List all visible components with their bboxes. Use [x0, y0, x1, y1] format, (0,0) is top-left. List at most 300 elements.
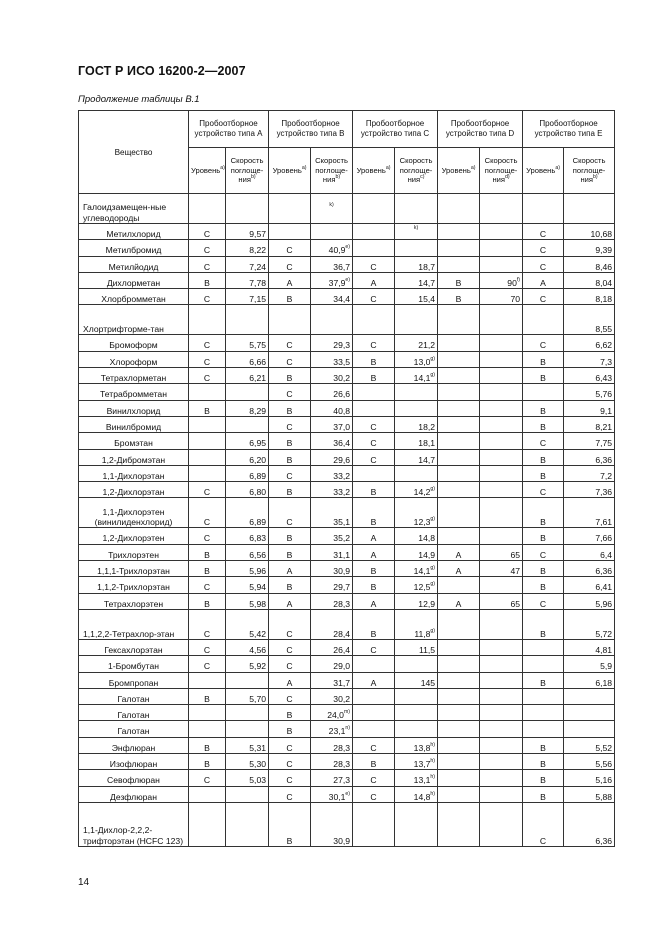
- level-cell: B: [353, 482, 395, 498]
- level-cell: [523, 194, 564, 224]
- table-row: [79, 289, 615, 305]
- uptake-rate-cell: 34,4: [311, 289, 353, 305]
- uptake-rate-cell: 30,2: [311, 688, 353, 704]
- uptake-rate-cell: 18,7: [395, 256, 438, 272]
- level-cell: C: [189, 770, 226, 786]
- uptake-rate-cell: [226, 705, 269, 721]
- uptake-rate-cell: 6,56: [226, 544, 269, 560]
- table-row: [79, 482, 615, 498]
- level-cell: [189, 449, 226, 465]
- uptake-rate-cell: [480, 639, 523, 655]
- level-cell: B: [269, 289, 311, 305]
- table-row: [79, 544, 615, 560]
- uptake-rate-cell: 28,3: [311, 737, 353, 753]
- substance-name: Винилбромид: [79, 416, 189, 432]
- level-cell: C: [353, 737, 395, 753]
- level-cell: A: [438, 544, 480, 560]
- uptake-rate-cell: [480, 705, 523, 721]
- level-cell: [353, 802, 395, 846]
- uptake-rate-cell: [480, 433, 523, 449]
- table-caption: Продолжение таблицы В.1: [78, 94, 200, 105]
- level-cell: A: [269, 561, 311, 577]
- level-cell: B: [438, 289, 480, 305]
- level-cell: B: [269, 577, 311, 593]
- uptake-rate-cell: [480, 528, 523, 544]
- level-cell: B: [189, 754, 226, 770]
- uptake-rate-cell: 28,3: [311, 754, 353, 770]
- uptake-rate-cell: 6,89: [226, 498, 269, 528]
- level-cell: A: [353, 528, 395, 544]
- uptake-rate-cell: [480, 498, 523, 528]
- level-cell: B: [523, 465, 564, 481]
- uptake-rate-cell: 4,56: [226, 639, 269, 655]
- level-cell: B: [523, 368, 564, 384]
- uptake-rate-cell: [480, 305, 523, 335]
- level-cell: [189, 672, 226, 688]
- uptake-rate-cell: [564, 688, 615, 704]
- uptake-rate-cell: 7,3: [564, 351, 615, 367]
- level-cell: B: [523, 672, 564, 688]
- level-cell: [353, 705, 395, 721]
- level-cell: [353, 240, 395, 256]
- level-cell: B: [189, 593, 226, 609]
- level-cell: C: [189, 351, 226, 367]
- substance-name: Метилйодид: [79, 256, 189, 272]
- level-cell: B: [353, 351, 395, 367]
- uptake-rate-cell: [395, 688, 438, 704]
- level-cell: [189, 465, 226, 481]
- uptake-rate-cell: 6,95: [226, 433, 269, 449]
- level-cell: C: [189, 224, 226, 240]
- table-row: [79, 737, 615, 753]
- level-cell: [438, 465, 480, 481]
- level-cell: C: [353, 433, 395, 449]
- level-cell: C: [353, 770, 395, 786]
- uptake-rate-cell: 5,52: [564, 737, 615, 753]
- table-row: [79, 609, 615, 639]
- uptake-rate-cell: 30,1$^{e)}$: [311, 786, 353, 802]
- level-cell: B: [523, 754, 564, 770]
- level-cell: C: [353, 335, 395, 351]
- level-cell: [438, 639, 480, 655]
- uptake-rate-cell: 5,42: [226, 609, 269, 639]
- uptake-rate-column-header: Скорость поглоще-ния$^{c)}$: [395, 148, 438, 194]
- uptake-rate-cell: [564, 721, 615, 737]
- table-row: [79, 770, 615, 786]
- level-cell: B: [523, 416, 564, 432]
- substance-name: Тетрахлорметан: [79, 368, 189, 384]
- uptake-rate-cell: [395, 705, 438, 721]
- uptake-rate-cell: 4,81: [564, 639, 615, 655]
- uptake-rate-cell: [395, 384, 438, 400]
- level-cell: C: [353, 416, 395, 432]
- substance-name: 1,1,2,2-Тетрахлор-этан: [79, 609, 189, 639]
- uptake-rate-cell: [395, 656, 438, 672]
- uptake-rate-cell: 5,94: [226, 577, 269, 593]
- uptake-rate-cell: 5,31: [226, 737, 269, 753]
- level-cell: [438, 498, 480, 528]
- uptake-rate-cell: 8,46: [564, 256, 615, 272]
- uptake-rate-cell: 5,70: [226, 688, 269, 704]
- uptake-rate-cell: [480, 400, 523, 416]
- level-cell: [438, 754, 480, 770]
- level-cell: B: [353, 754, 395, 770]
- uptake-rate-cell: [395, 305, 438, 335]
- substance-name: Хлорбромметан: [79, 289, 189, 305]
- sampler-group-header: Пробоотборное устройство типа A: [189, 111, 269, 148]
- uptake-rate-cell: 29,3: [311, 335, 353, 351]
- level-cell: [189, 194, 226, 224]
- uptake-rate-cell: [226, 802, 269, 846]
- uptake-rate-cell: [480, 609, 523, 639]
- uptake-rate-cell: 15,4: [395, 289, 438, 305]
- uptake-rate-cell: 6,41: [564, 577, 615, 593]
- uptake-rate-cell: 40,9$^{e)}$: [311, 240, 353, 256]
- level-cell: B: [269, 449, 311, 465]
- substance-name: 1,1-Дихлорэтан: [79, 465, 189, 481]
- uptake-rate-cell: 14,2$^{g)}$: [395, 482, 438, 498]
- level-cell: B: [353, 561, 395, 577]
- level-column-header: Уровень$^{a)}$: [353, 148, 395, 194]
- level-cell: B: [523, 786, 564, 802]
- level-cell: C: [523, 240, 564, 256]
- uptake-rate-cell: [480, 384, 523, 400]
- uptake-rate-cell: 18,2: [395, 416, 438, 432]
- uptake-rate-cell: 40,8: [311, 400, 353, 416]
- substance-name: 1,2-Дихлорэтан: [79, 482, 189, 498]
- level-cell: B: [353, 368, 395, 384]
- uptake-rate-cell: 6,43: [564, 368, 615, 384]
- uptake-rate-cell: 24,0$^{m)}$: [311, 705, 353, 721]
- uptake-rate-cell: 14,7: [395, 449, 438, 465]
- level-cell: B: [523, 770, 564, 786]
- level-cell: [438, 802, 480, 846]
- level-cell: C: [269, 770, 311, 786]
- level-cell: [353, 465, 395, 481]
- uptake-rate-cell: 12,3$^{g)}$: [395, 498, 438, 528]
- level-cell: [438, 194, 480, 224]
- level-cell: B: [269, 528, 311, 544]
- uptake-rate-cell: 9,57: [226, 224, 269, 240]
- level-cell: C: [189, 528, 226, 544]
- level-cell: B: [523, 737, 564, 753]
- uptake-rate-cell: 13,7$^{h)}$: [395, 754, 438, 770]
- level-cell: [269, 224, 311, 240]
- uptake-rate-cell: 30,2: [311, 368, 353, 384]
- uptake-rate-cell: 14,8$^{h)}$: [395, 786, 438, 802]
- uptake-rate-cell: 7,78: [226, 272, 269, 288]
- level-cell: C: [189, 482, 226, 498]
- uptake-rate-cell: [480, 482, 523, 498]
- level-cell: B: [269, 802, 311, 846]
- substance-name: Галотан: [79, 721, 189, 737]
- level-cell: [438, 449, 480, 465]
- level-cell: [523, 305, 564, 335]
- level-cell: [353, 305, 395, 335]
- uptake-rate-cell: [226, 721, 269, 737]
- uptake-rate-cell: 6,21: [226, 368, 269, 384]
- uptake-rate-cell: 8,29: [226, 400, 269, 416]
- substance-name: Метилбромид: [79, 240, 189, 256]
- level-column-header: Уровень$^{a)}$: [269, 148, 311, 194]
- level-cell: C: [523, 224, 564, 240]
- uptake-rate-cell: [480, 465, 523, 481]
- sampler-group-header: Пробоотборное устройство типа B: [269, 111, 353, 148]
- uptake-rate-cell: 12,9: [395, 593, 438, 609]
- substance-name: 1,1-Дихлор-2,2,2-трифторэтан (HCFC 123): [79, 802, 189, 846]
- level-cell: [438, 770, 480, 786]
- uptake-rate-cell: 29,0: [311, 656, 353, 672]
- uptake-rate-cell: [564, 194, 615, 224]
- uptake-rate-cell: 30,9: [311, 802, 353, 846]
- uptake-rate-cell: 7,66: [564, 528, 615, 544]
- level-cell: [523, 705, 564, 721]
- uptake-rate-cell: 8,22: [226, 240, 269, 256]
- uptake-rate-cell: 31,7: [311, 672, 353, 688]
- substance-name: Бромэтан: [79, 433, 189, 449]
- level-cell: [523, 639, 564, 655]
- level-cell: [438, 528, 480, 544]
- level-cell: [438, 384, 480, 400]
- level-cell: B: [353, 609, 395, 639]
- substance-name: Галоидзамещен-ные углеводороды: [79, 194, 189, 224]
- uptake-rate-cell: 6,18: [564, 672, 615, 688]
- substance-name: Галотан: [79, 705, 189, 721]
- uptake-rate-cell: 70: [480, 289, 523, 305]
- uptake-rate-cell: 8,18: [564, 289, 615, 305]
- uptake-rate-cell: 28,3: [311, 593, 353, 609]
- uptake-rate-cell: 6,20: [226, 449, 269, 465]
- table-row: [79, 656, 615, 672]
- uptake-rate-cell: 8,55: [564, 305, 615, 335]
- uptake-rate-cell: 7,61: [564, 498, 615, 528]
- uptake-rate-cell: 29,6: [311, 449, 353, 465]
- level-cell: A: [353, 544, 395, 560]
- uptake-rate-cell: [480, 721, 523, 737]
- level-cell: C: [189, 656, 226, 672]
- uptake-rate-cell: [395, 802, 438, 846]
- uptake-rate-cell: 90$^{f)}$: [480, 272, 523, 288]
- substance-name: Хлортрифторме-тан: [79, 305, 189, 335]
- uptake-rate-cell: 7,2: [564, 465, 615, 481]
- uptake-rate-cell: 14,1$^{g)}$: [395, 368, 438, 384]
- uptake-rate-cell: 5,96: [564, 593, 615, 609]
- level-cell: C: [353, 256, 395, 272]
- level-cell: [438, 577, 480, 593]
- uptake-rate-cell: [480, 368, 523, 384]
- uptake-rate-cell: 14,7: [395, 272, 438, 288]
- level-column-header: Уровень$^{a)}$: [189, 148, 226, 194]
- table-row: [79, 754, 615, 770]
- uptake-rate-cell: 6,4: [564, 544, 615, 560]
- uptake-rate-cell: [226, 786, 269, 802]
- uptake-rate-cell: 14,9: [395, 544, 438, 560]
- level-cell: [189, 786, 226, 802]
- level-cell: A: [353, 272, 395, 288]
- uptake-rate-cell: 14,1$^{g)}$: [395, 561, 438, 577]
- level-cell: B: [438, 272, 480, 288]
- uptake-rate-cell: [226, 194, 269, 224]
- table-row: [79, 194, 615, 224]
- level-cell: C: [353, 639, 395, 655]
- table-row: [79, 721, 615, 737]
- table-row: [79, 449, 615, 465]
- uptake-rate-cell: [480, 770, 523, 786]
- level-column-header: Уровень$^{a)}$: [438, 148, 480, 194]
- level-cell: C: [189, 498, 226, 528]
- level-cell: [438, 688, 480, 704]
- uptake-rate-cell: [226, 305, 269, 335]
- table-row: [79, 416, 615, 432]
- level-cell: C: [523, 433, 564, 449]
- substance-name: 1,1,1-Трихлорэтан: [79, 561, 189, 577]
- level-cell: [269, 194, 311, 224]
- level-cell: [438, 656, 480, 672]
- uptake-rate-cell: 5,03: [226, 770, 269, 786]
- level-cell: C: [523, 802, 564, 846]
- uptake-rate-cell: 37,0: [311, 416, 353, 432]
- level-cell: B: [189, 688, 226, 704]
- level-cell: C: [523, 289, 564, 305]
- level-cell: [438, 786, 480, 802]
- level-cell: B: [189, 544, 226, 560]
- level-cell: [438, 335, 480, 351]
- uptake-rate-cell: [395, 194, 438, 224]
- level-cell: [353, 400, 395, 416]
- uptake-rate-cell: [395, 400, 438, 416]
- level-cell: [438, 256, 480, 272]
- level-cell: B: [189, 400, 226, 416]
- uptake-rate-cell: 5,16: [564, 770, 615, 786]
- uptake-rate-cell: 6,83: [226, 528, 269, 544]
- uptake-rate-cell: 65: [480, 593, 523, 609]
- level-cell: [189, 384, 226, 400]
- uptake-rate-cell: [226, 416, 269, 432]
- level-cell: C: [523, 335, 564, 351]
- level-cell: [438, 368, 480, 384]
- level-cell: B: [523, 351, 564, 367]
- uptake-rate-cell: [480, 449, 523, 465]
- level-cell: [438, 305, 480, 335]
- uptake-rate-cell: [480, 256, 523, 272]
- table-row: [79, 400, 615, 416]
- uptake-rate-cell: 5,88: [564, 786, 615, 802]
- substance-name: 1,1,2-Трихлорэтан: [79, 577, 189, 593]
- uptake-rate-cell: 13,0$^{g)}$: [395, 351, 438, 367]
- level-cell: C: [269, 384, 311, 400]
- sampler-group-header: Пробоотборное устройство типа D: [438, 111, 523, 148]
- level-cell: C: [269, 688, 311, 704]
- level-cell: B: [269, 482, 311, 498]
- level-cell: C: [523, 256, 564, 272]
- level-cell: B: [269, 544, 311, 560]
- uptake-rate-cell: [480, 737, 523, 753]
- level-cell: [438, 400, 480, 416]
- uptake-rate-cell: [395, 240, 438, 256]
- table-row: [79, 224, 615, 240]
- level-cell: [523, 384, 564, 400]
- level-cell: [438, 224, 480, 240]
- level-cell: [353, 194, 395, 224]
- substance-name: 1-Бромбутан: [79, 656, 189, 672]
- uptake-rate-cell: 6,36: [564, 561, 615, 577]
- substance-name: 1,2-Дихлорэтен: [79, 528, 189, 544]
- substance-name: Бромпропан: [79, 672, 189, 688]
- level-cell: C: [189, 240, 226, 256]
- uptake-rate-cell: 13,8$^{h)}$: [395, 737, 438, 753]
- page-number: 14: [78, 877, 90, 888]
- uptake-rate-cell: [480, 194, 523, 224]
- level-cell: [189, 433, 226, 449]
- uptake-rate-cell: 11,8$^{g)}$: [395, 609, 438, 639]
- uptake-rate-cell: 37,9$^{e)}$: [311, 272, 353, 288]
- level-cell: C: [269, 351, 311, 367]
- sampler-group-header: Пробоотборное устройство типа E: [523, 111, 615, 148]
- uptake-rate-cell: 5,75: [226, 335, 269, 351]
- uptake-rate-cell: 26,4: [311, 639, 353, 655]
- level-cell: C: [189, 577, 226, 593]
- level-cell: [438, 721, 480, 737]
- level-cell: A: [269, 272, 311, 288]
- uptake-rate-cell: [226, 384, 269, 400]
- uptake-rate-cell: [480, 240, 523, 256]
- table-row: [79, 240, 615, 256]
- level-cell: B: [523, 400, 564, 416]
- uptake-rate-cell: 8,04: [564, 272, 615, 288]
- uptake-rate-cell: 6,66: [226, 351, 269, 367]
- level-cell: A: [269, 593, 311, 609]
- uptake-rate-cell: k): [395, 224, 438, 240]
- uptake-rate-cell: 7,24: [226, 256, 269, 272]
- uptake-rate-cell: 5,96: [226, 561, 269, 577]
- uptake-rate-cell: 26,6: [311, 384, 353, 400]
- uptake-rate-cell: 35,2: [311, 528, 353, 544]
- table-row: [79, 433, 615, 449]
- level-cell: [269, 305, 311, 335]
- level-cell: [189, 802, 226, 846]
- uptake-rate-cell: k): [311, 194, 353, 224]
- level-cell: C: [269, 335, 311, 351]
- uptake-rate-column-header: Скорость поглоще-ния$^{b)}$: [226, 148, 269, 194]
- level-cell: C: [353, 449, 395, 465]
- table-row: [79, 561, 615, 577]
- table-row: [79, 305, 615, 335]
- substances-table: [78, 110, 615, 847]
- uptake-rate-cell: [480, 786, 523, 802]
- substance-name: Трихлорэтен: [79, 544, 189, 560]
- substance-name: Тетрабромметан: [79, 384, 189, 400]
- uptake-rate-cell: 12,5$^{g)}$: [395, 577, 438, 593]
- level-cell: [523, 688, 564, 704]
- level-cell: C: [269, 754, 311, 770]
- substance-name: Изофлюран: [79, 754, 189, 770]
- level-cell: B: [189, 272, 226, 288]
- substance-name: 1,1-Дихлорэтен (винилиденхлорид): [79, 498, 189, 528]
- level-cell: [523, 721, 564, 737]
- level-column-header: Уровень$^{a)}$: [523, 148, 564, 194]
- uptake-rate-cell: 33,2: [311, 482, 353, 498]
- substance-name: Хлороформ: [79, 351, 189, 367]
- uptake-rate-cell: [395, 465, 438, 481]
- level-cell: B: [269, 705, 311, 721]
- level-cell: [523, 656, 564, 672]
- uptake-rate-cell: 27,3: [311, 770, 353, 786]
- uptake-rate-cell: 5,92: [226, 656, 269, 672]
- uptake-rate-cell: [311, 305, 353, 335]
- level-cell: [438, 705, 480, 721]
- uptake-rate-column-header: Скорость поглоще-ния$^{d)}$: [480, 148, 523, 194]
- level-cell: [438, 433, 480, 449]
